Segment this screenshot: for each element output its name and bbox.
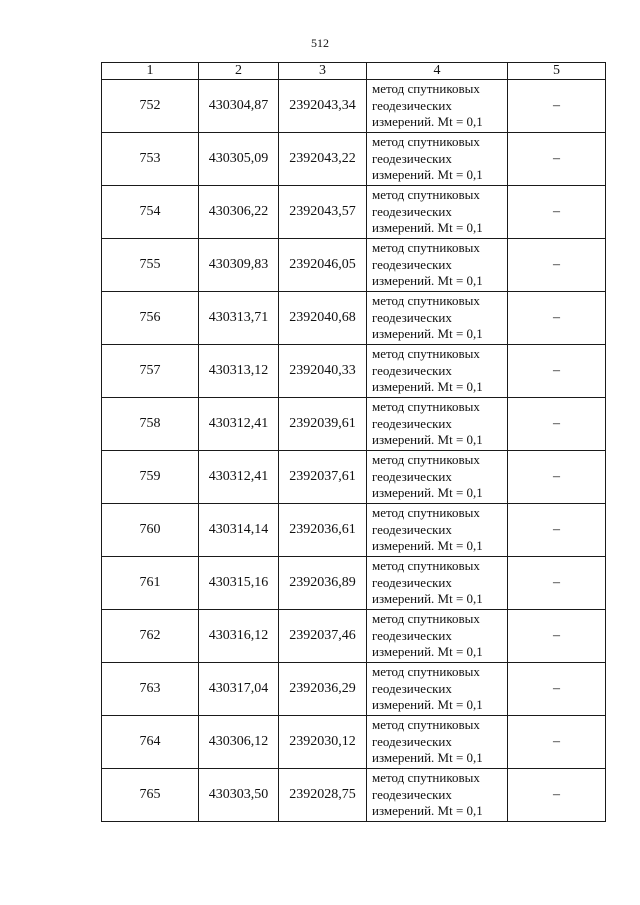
table-row — [102, 663, 606, 716]
x-coordinate-cell: 430312,41 — [199, 398, 279, 451]
method-line: метод спутниковых — [372, 664, 480, 680]
method-line: измерений. Mt = 0,1 — [372, 326, 483, 342]
point-number-cell: 753 — [102, 133, 199, 186]
method-cell — [367, 610, 508, 663]
method-cell — [367, 186, 508, 239]
table-row — [102, 80, 606, 133]
method-line: метод спутниковых — [372, 134, 480, 150]
method-line: измерений. Mt = 0,1 — [372, 485, 483, 501]
method-cell — [367, 239, 508, 292]
method-line: метод спутниковых — [372, 399, 480, 415]
method-line: измерений. Mt = 0,1 — [372, 750, 483, 766]
y-coordinate-cell: 2392036,89 — [279, 557, 367, 610]
header-row — [102, 63, 606, 80]
method-line: метод спутниковых — [372, 240, 480, 256]
method-line: измерений. Mt = 0,1 — [372, 538, 483, 554]
x-coordinate-cell: 430312,41 — [199, 451, 279, 504]
y-coordinate-cell: 2392039,61 — [279, 398, 367, 451]
y-coordinate-cell: 2392037,61 — [279, 451, 367, 504]
method-cell — [367, 451, 508, 504]
method-line: метод спутниковых — [372, 611, 480, 627]
method-line: геодезических — [372, 786, 452, 802]
method-line: геодезических — [372, 680, 452, 696]
method-line: измерений. Mt = 0,1 — [372, 114, 483, 130]
y-coordinate-cell: 2392043,22 — [279, 133, 367, 186]
x-coordinate-cell: 430303,50 — [199, 769, 279, 822]
y-coordinate-cell: 2392036,29 — [279, 663, 367, 716]
method-line: измерений. Mt = 0,1 — [372, 591, 483, 607]
method-cell — [367, 398, 508, 451]
method-line: измерений. Mt = 0,1 — [372, 379, 483, 395]
x-coordinate-cell: 430313,12 — [199, 345, 279, 398]
note-cell: – — [508, 345, 606, 398]
note-cell: – — [508, 292, 606, 345]
x-coordinate-cell: 430306,12 — [199, 716, 279, 769]
y-coordinate-cell: 2392043,34 — [279, 80, 367, 133]
note-cell: – — [508, 239, 606, 292]
y-coordinate-cell: 2392046,05 — [279, 239, 367, 292]
table-row — [102, 504, 606, 557]
method-cell — [367, 769, 508, 822]
coordinates-table — [101, 62, 606, 822]
method-line: геодезических — [372, 468, 452, 484]
method-cell — [367, 345, 508, 398]
point-number-cell: 756 — [102, 292, 199, 345]
x-coordinate-cell: 430309,83 — [199, 239, 279, 292]
x-coordinate-cell: 430305,09 — [199, 133, 279, 186]
table-row — [102, 292, 606, 345]
column-header-5: 5 — [508, 63, 606, 80]
method-line: измерений. Mt = 0,1 — [372, 167, 483, 183]
column-header-3: 3 — [279, 63, 367, 80]
method-cell — [367, 504, 508, 557]
column-header-4: 4 — [367, 63, 508, 80]
point-number-cell: 760 — [102, 504, 199, 557]
method-cell — [367, 292, 508, 345]
y-coordinate-cell: 2392040,68 — [279, 292, 367, 345]
table-row — [102, 186, 606, 239]
method-line: геодезических — [372, 256, 452, 272]
table-row — [102, 451, 606, 504]
page-number: 512 — [311, 36, 329, 50]
point-number-cell: 758 — [102, 398, 199, 451]
method-line: метод спутниковых — [372, 293, 480, 309]
note-cell: – — [508, 186, 606, 239]
y-coordinate-cell: 2392037,46 — [279, 610, 367, 663]
note-cell: – — [508, 133, 606, 186]
column-header-2: 2 — [199, 63, 279, 80]
method-line: геодезических — [372, 415, 452, 431]
method-line: метод спутниковых — [372, 717, 480, 733]
method-line: геодезических — [372, 521, 452, 537]
note-cell: – — [508, 80, 606, 133]
method-cell — [367, 663, 508, 716]
method-line: геодезических — [372, 733, 452, 749]
x-coordinate-cell: 430314,14 — [199, 504, 279, 557]
point-number-cell: 757 — [102, 345, 199, 398]
method-cell — [367, 80, 508, 133]
point-number-cell: 762 — [102, 610, 199, 663]
method-line: геодезических — [372, 203, 452, 219]
point-number-cell: 752 — [102, 80, 199, 133]
note-cell: – — [508, 769, 606, 822]
method-line: геодезических — [372, 97, 452, 113]
note-cell: – — [508, 451, 606, 504]
y-coordinate-cell: 2392043,57 — [279, 186, 367, 239]
table-row — [102, 557, 606, 610]
note-cell: – — [508, 398, 606, 451]
method-line: измерений. Mt = 0,1 — [372, 220, 483, 236]
x-coordinate-cell: 430313,71 — [199, 292, 279, 345]
table-row — [102, 133, 606, 186]
point-number-cell: 765 — [102, 769, 199, 822]
point-number-cell: 764 — [102, 716, 199, 769]
x-coordinate-cell: 430315,16 — [199, 557, 279, 610]
method-line: геодезических — [372, 362, 452, 378]
x-coordinate-cell: 430317,04 — [199, 663, 279, 716]
method-line: метод спутниковых — [372, 346, 480, 362]
method-line: метод спутниковых — [372, 558, 480, 574]
y-coordinate-cell: 2392040,33 — [279, 345, 367, 398]
column-header-1: 1 — [102, 63, 199, 80]
method-cell — [367, 133, 508, 186]
method-line: измерений. Mt = 0,1 — [372, 644, 483, 660]
point-number-cell: 759 — [102, 451, 199, 504]
x-coordinate-cell: 430304,87 — [199, 80, 279, 133]
method-line: измерений. Mt = 0,1 — [372, 432, 483, 448]
note-cell: – — [508, 504, 606, 557]
note-cell: – — [508, 663, 606, 716]
x-coordinate-cell: 430306,22 — [199, 186, 279, 239]
table-row — [102, 345, 606, 398]
table-row — [102, 769, 606, 822]
method-line: метод спутниковых — [372, 770, 480, 786]
note-cell: – — [508, 610, 606, 663]
table-row — [102, 610, 606, 663]
y-coordinate-cell: 2392036,61 — [279, 504, 367, 557]
method-cell — [367, 557, 508, 610]
method-line: геодезических — [372, 627, 452, 643]
method-line: измерений. Mt = 0,1 — [372, 697, 483, 713]
point-number-cell: 754 — [102, 186, 199, 239]
note-cell: – — [508, 557, 606, 610]
y-coordinate-cell: 2392028,75 — [279, 769, 367, 822]
method-line: измерений. Mt = 0,1 — [372, 273, 483, 289]
method-cell — [367, 716, 508, 769]
method-line: метод спутниковых — [372, 505, 480, 521]
method-line: метод спутниковых — [372, 81, 480, 97]
table-row — [102, 239, 606, 292]
method-line: метод спутниковых — [372, 187, 480, 203]
point-number-cell: 761 — [102, 557, 199, 610]
method-line: метод спутниковых — [372, 452, 480, 468]
x-coordinate-cell: 430316,12 — [199, 610, 279, 663]
method-line: геодезических — [372, 309, 452, 325]
method-line: измерений. Mt = 0,1 — [372, 803, 483, 819]
point-number-cell: 763 — [102, 663, 199, 716]
table-row — [102, 398, 606, 451]
table-row — [102, 716, 606, 769]
note-cell: – — [508, 716, 606, 769]
method-line: геодезических — [372, 150, 452, 166]
method-line: геодезических — [372, 574, 452, 590]
point-number-cell: 755 — [102, 239, 199, 292]
y-coordinate-cell: 2392030,12 — [279, 716, 367, 769]
